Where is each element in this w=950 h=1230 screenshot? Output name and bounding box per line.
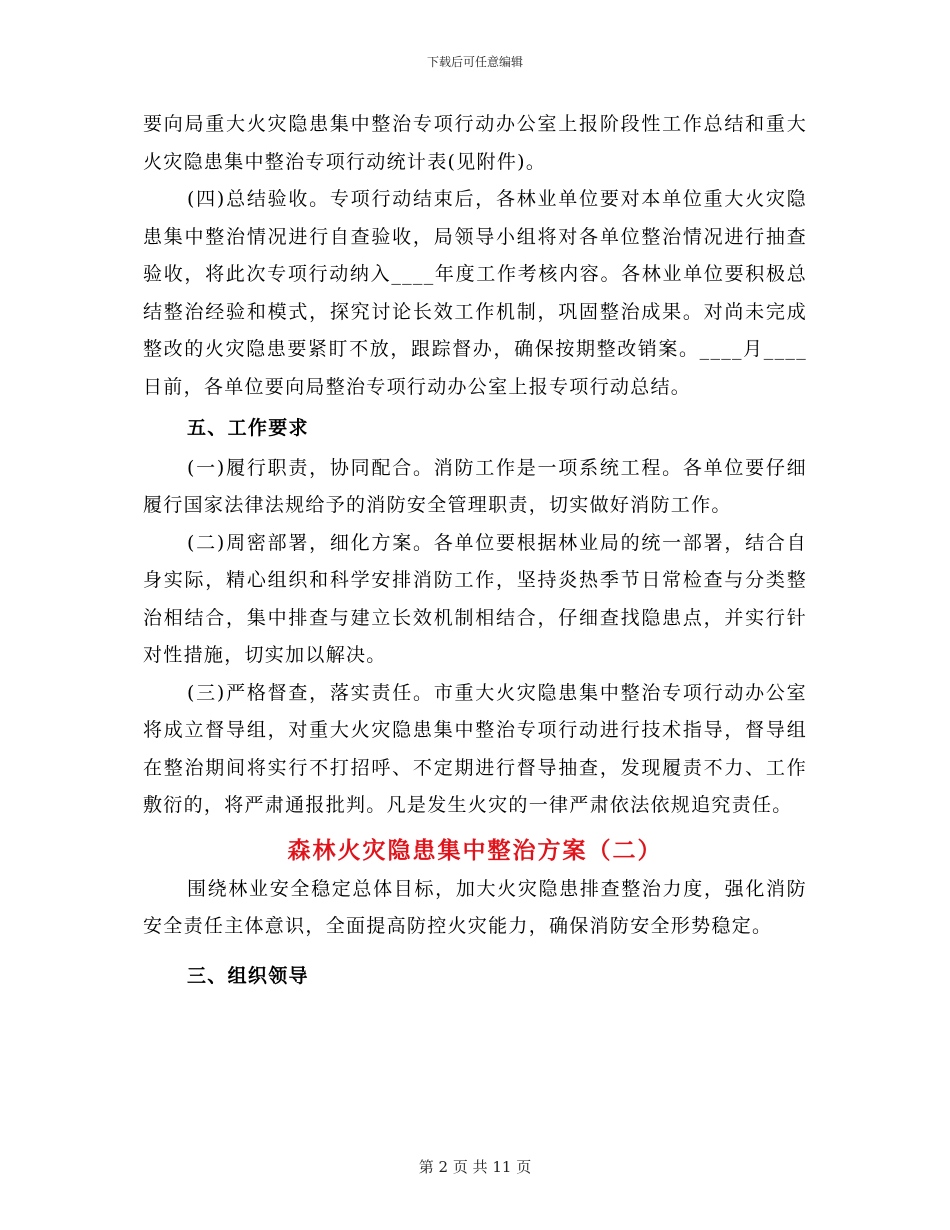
heading-work-requirements: 五、工作要求 [187,417,309,439]
paragraph-summary-acceptance: (四)总结验收。专项行动结束后，各林业单位要对本单位重大火灾隐患集中整治情况进行自查验收，局领导小组将对各单位整治情况进行抽查验收，将此次专项行动纳入____年度工作考核内容。各林业单位要积极总结整治经验和模式，探究讨论长效工作机制，巩固整治成果。对尚未完成整改的火灾隐患要紧盯不放，跟踪督办，确保按期整改销案。____月____日前，各单位要向局整治专项行动办公室上报专项行动总结。 [143,188,807,398]
header-note: 下载后可任意编辑 [426,55,523,69]
page-number: 第 2 页 共 11 页 [418,1158,532,1176]
heading-organization: 三、组织领导 [187,964,309,987]
section-title: 森林火灾隐患集中整治方案（二） [287,837,663,864]
paragraph-continuation: 要向局重大火灾隐患集中整治专项行动办公室上报阶段性工作总结和重大火灾隐患集中整治专项行动统计表(见附件)。 [143,113,807,173]
paragraph-duty: (一)履行职责，协同配合。消防工作是一项系统工程。各单位要仔细履行国家法律法规给予的消防安全管理职责，切实做好消防工作。 [143,456,807,516]
paragraph-deployment: (二)周密部署，细化方案。各单位要根据林业局的统一部署，结合自身实际，精心组织和科学安排消防工作，坚持炎热季节日常检查与分类整治相结合，集中排查与建立长效机制相结合，仔细查找隐患点，并实行针对性措施，切实加以解决。 [143,531,807,666]
paragraph-intro-goal: 围绕林业安全稳定总体目标，加大火灾隐患排查整治力度，强化消防安全责任主体意识，全面提高防控火灾能力，确保消防安全形势稳定。 [143,877,807,937]
paragraph-supervision: (三)严格督查，落实责任。市重大火灾隐患集中整治专项行动办公室将成立督导组，对重大火灾隐患集中整治专项行动进行技术指导，督导组在整治期间将实行不打招呼、不定期进行督导抽查，发现履责不力、工作敷衍的，将严肃通报批判。凡是发生火灾的一律严肃依法依规追究责任。 [143,681,807,816]
document-body [143,106,807,997]
